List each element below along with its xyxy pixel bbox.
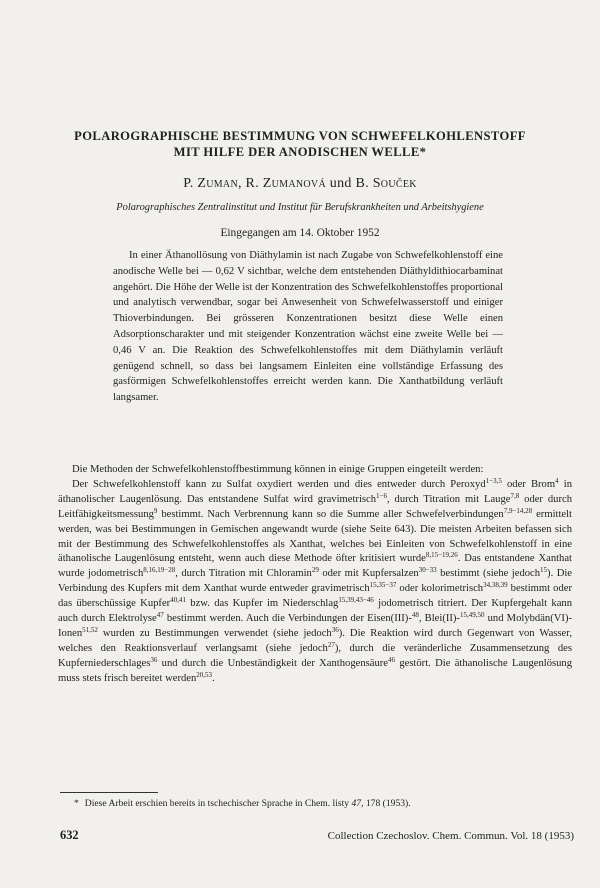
body-text-run: bestimmt oder das überschüssige Kupfer [58, 583, 572, 610]
reference-superscript: 15,49,50 [459, 611, 485, 620]
body-paragraph-2 [58, 478, 572, 687]
reference-superscript: 36 [150, 655, 158, 664]
body-text-run: oder mit Kupfersalzen [318, 568, 419, 580]
reference-superscript: 7,8 [510, 491, 520, 500]
footnote-volume: 47 [351, 798, 362, 809]
body-text-run: bestimmt. Nach Verbrennung kann so die Summe aller Schwefelverbindungen [157, 508, 504, 520]
author-conjunction: und [325, 176, 356, 191]
reference-superscript: 15,39,43−46 [338, 596, 374, 605]
journal-citation: Collection Czechoslov. Chem. Commun. Vol. 18 (1953) [327, 830, 574, 842]
reference-superscript: 47 [156, 611, 164, 620]
body-text-run: bzw. das Kupfer im Niederschlag [185, 598, 339, 610]
body-text-run: wurden zu Bestimmungen verwendet (siehe jedoch [97, 627, 332, 639]
body-text-run: . Das entstandene Xanthat wurde jodometrisch [58, 553, 572, 580]
reference-superscript: 36 [331, 625, 339, 634]
reference-superscript: 27 [327, 640, 335, 649]
footnote [60, 797, 570, 810]
title-line-1: POLAROGRAPHISCHE BESTIMMUNG VON SCHWEFELKOHLENSTOFF [74, 129, 526, 143]
body-text-run: oder kolorimetrisch [396, 583, 484, 595]
reference-superscript: 30−33 [418, 566, 437, 575]
body-text-run: ). Die Reaktion wird durch Gegenwart von Wasser, welches den Reaktionsverlauf verlangsamt (siehe jedoch [58, 627, 572, 654]
reference-superscript: 29 [311, 566, 319, 575]
author-names: P. Zuman, R. Zumanová [183, 176, 326, 191]
reference-superscript: 20,53 [196, 670, 213, 679]
footnote-marker: * [74, 798, 79, 809]
author-last: B. Souček [355, 176, 417, 191]
author-list [40, 175, 560, 193]
body-text-run: , Blei(II)- [418, 613, 460, 625]
reference-superscript: 4 [555, 476, 559, 485]
footnote-text: Diese Arbeit erschien bereits in tschechischer Sprache in Chem. listy [84, 798, 352, 809]
reference-superscript: 34,38,39 [483, 581, 508, 590]
reference-superscript: 46 [388, 655, 395, 664]
body-text-run: bestimmt werden. Auch die Verbindungen der Eisen(III)- [163, 613, 412, 625]
body-text-run: , durch Titration mit Chloramin [175, 568, 312, 580]
footnote-rule [60, 792, 158, 793]
abstract: In einer Äthanollösung von Diäthylamin ist nach Zugabe von Schwefelkohlenstoff eine anodische Welle bei — 0,62 V sichtbar, welche dem entstehenden Diäthyldithiocarbaminat angehört. Die Höhe der Welle ist der Konzentration des Schwefelkohlenstoffes proportional und analytisch verwendbar, sogar bei Anwesenheit von Schwefelwasserstoff und einiger Thioverbindungen. Bei grösseren Konzentrationen besitzt diese Welle einen Adsorptionscharakter und mit steigender Konzentration wächst eine zweite Welle bei — 0,46 V an. Die Reaktion des Schwefelkohlenstoffes mit dem Diäthylamin verläuft genügend schnell, so dass bei langsamem Einleiten eine vollständige Erfassung des gasförmigen Schwefelkohlenstoffes erreicht werden kann. Die Xanthatbildung verläuft langsamer. [113, 250, 503, 404]
body-text-run: gestört. Die äthanolische Laugenlösung muss stets frisch bereitet werden [58, 657, 573, 684]
body-text-run: ). Die Verbindung des Kupfers mit dem Xanthat wurde entweder gravimetrisch [58, 568, 572, 595]
reference-superscript: 1−3,5 [485, 476, 502, 485]
title-line-2: MIT HILFE DER ANODISCHEN WELLE* [173, 145, 427, 159]
body-text-run: in äthanolischer Laugenlösung. Das entstandene Sulfat wird gravimetrisch [58, 478, 572, 505]
body-text-run: . [212, 672, 215, 684]
body-text-run: ), durch die veränderliche Zusammensetzung des Kupferniederschlages [58, 642, 572, 669]
body-paragraph-1: Die Methoden der Schwefelkohlenstoffbestimmung können in einige Gruppen eingeteilt werden: [72, 464, 484, 475]
body-text-run: oder Brom [501, 478, 556, 490]
body-text-run: bestimmt (siehe jedoch [436, 568, 541, 580]
reference-superscript: 40,41 [170, 596, 186, 605]
reference-superscript: 15 [540, 566, 548, 575]
affiliation: Polarographisches Zentralinstitut und Institut für Berufskrankheiten und Arbeitshygiene [116, 202, 484, 213]
footnote-rest: , 178 (1953). [361, 798, 411, 809]
reference-superscript: 48 [411, 611, 419, 620]
page-number: 632 [60, 828, 79, 842]
reference-superscript: 1−6 [376, 491, 387, 500]
reference-superscript: 8,15−19,26 [425, 551, 458, 560]
reference-superscript: 7,9−14,28 [503, 506, 533, 515]
body-text-run: jodometrisch titriert. Der Kupfergehalt kann auch durch Elektrolyse [58, 598, 573, 625]
body-text-run: , durch Titration mit Lauge [386, 493, 511, 505]
body-text-run: und Molybdän(VI)-Ionen [58, 613, 572, 639]
body-text-run: ermittelt werden, was bei Bestimmungen in Gemischen angewandt wurde (siehe Seite 643). Die meisten Arbeiten befassen sich mit der Bestimmung des Schwefelkohlenstoffes als Xanthat, welches bei Einleiten von Schwefelkohlenstoff in eine äthanolische Laugenlösung entsteht, wenn auch diese Methode öfter kritisiert wurde [58, 508, 572, 565]
body-text-run: oder durch Leitfähigkeitsmessung [58, 493, 572, 520]
reference-superscript: 51,52 [82, 625, 98, 634]
paper-title [40, 128, 560, 160]
reference-superscript: 15,35−37 [369, 581, 397, 590]
body-text-run: Der Schwefelkohlenstoff kann zu Sulfat oxydiert werden und dies entweder durch Peroxyd [72, 478, 486, 490]
received-date: Eingegangen am 14. Oktober 1952 [220, 227, 380, 239]
body-text-run: und durch die Unbeständigkeit der Xanthogensäure [157, 657, 388, 669]
reference-superscript: 9 [153, 506, 158, 515]
reference-superscript: 8,16,19−28 [143, 566, 176, 575]
body-text [58, 463, 572, 687]
